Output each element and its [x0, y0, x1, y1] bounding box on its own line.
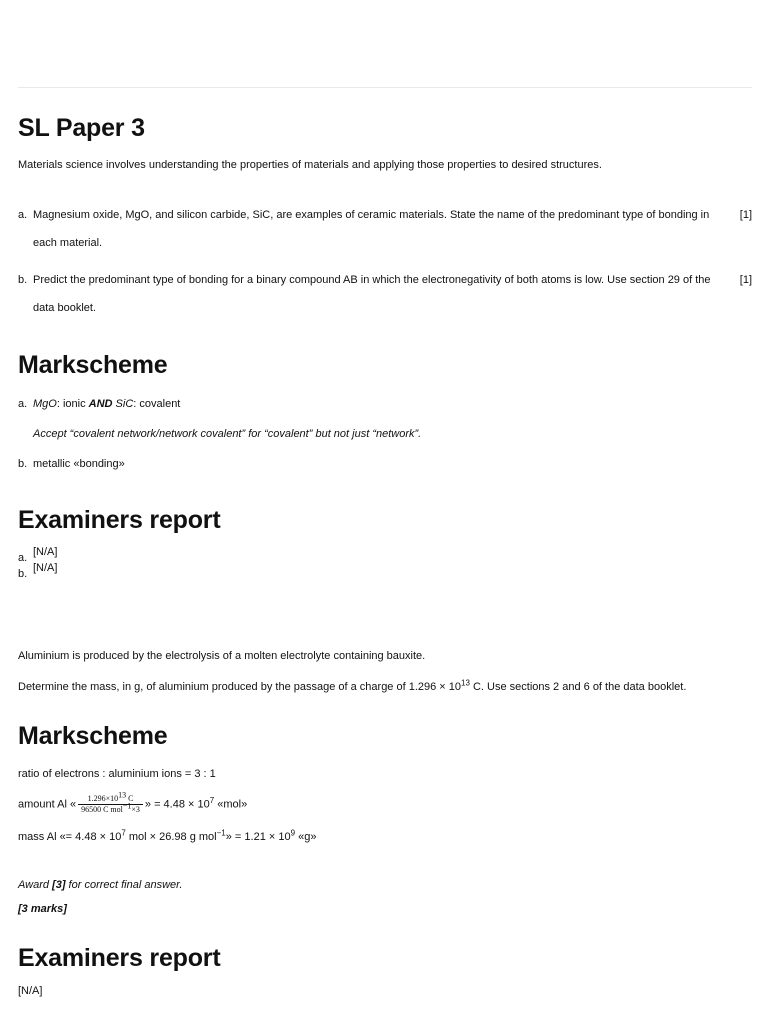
ms-mass-line: mass Al «= $4.48 \times 10^7$ mol × 26.98 g mol$^{-1}$» = $1.21 \times 10^9$ «g»: [18, 828, 317, 843]
formula-sic: SiC: [115, 398, 134, 410]
part-label: a.: [18, 209, 28, 221]
markscheme-heading: Markscheme: [18, 351, 168, 379]
marks-badge: [1]: [739, 209, 752, 221]
report-b-label: b.: [18, 568, 28, 580]
part-text: Magnesium oxide, MgO, and silicon carbide, SiC, are examples of ceramic materials. State the name of the predominant type of bonding in each material.: [33, 209, 710, 249]
award-note: Award [3] for correct final answer.: [18, 879, 183, 891]
markscheme-a-note: Accept “covalent network/network covalent” for “covalent” but not just “network”.: [33, 428, 422, 440]
ms-ratio-line: ratio of electrons : aluminium ions = 3 : 1: [18, 768, 216, 780]
and-keyword: AND: [88, 398, 113, 410]
report-a-text: [N/A]: [33, 546, 58, 558]
charge-fraction: $\frac{1.296\times 10^{13} C}{96500 C mol^{-1}\times 3}$: [78, 794, 143, 815]
marks-badge: [1]: [739, 274, 752, 286]
question-part-b: [18, 266, 752, 322]
markscheme-a-answer: MgO: ionic AND SiC: covalent: [33, 398, 181, 410]
page-title: SL Paper 3: [18, 114, 145, 142]
report-a-label: a.: [18, 552, 28, 564]
part-text: Predict the predominant type of bonding for a binary compound AB in which the electronegativity of both atoms is low. Use section 29 of the data booklet.: [33, 274, 711, 314]
markscheme-heading-2: Markscheme: [18, 722, 168, 750]
report-b-text: [N/A]: [33, 562, 58, 574]
formula-mgo: MgO: [33, 398, 57, 410]
top-divider: [18, 87, 752, 88]
markscheme-b-label: b.: [18, 458, 28, 470]
part-label: b.: [18, 274, 28, 286]
q1-intro: Materials science involves understanding the properties of materials and applying those properties to desired structures.: [18, 159, 602, 171]
markscheme-a-label: a.: [18, 398, 28, 410]
marks-total: [3 marks]: [18, 903, 67, 915]
q2-intro: Aluminium is produced by the electrolysis of a molten electrolyte containing bauxite.: [18, 650, 426, 662]
examiners-report-heading: Examiners report: [18, 506, 221, 534]
q2-question: Determine the mass, in g, of aluminium produced by the passage of a charge of $1.296 \times 10^{13}$ C. Use sections 2 and 6 of the data booklet.: [18, 678, 687, 693]
ms-amount-line: amount Al « $\frac{1.296\times 10^{13} C}{96500 C mol^{-1}\times 3}$ » = $4.48 \times 10^7$ «mol»: [18, 790, 248, 814]
examiners-report-heading-2: Examiners report: [18, 944, 221, 972]
question-part-a: [18, 201, 752, 257]
markscheme-b-answer: metallic «bonding»: [33, 458, 125, 470]
report-text-2: [N/A]: [18, 985, 43, 997]
